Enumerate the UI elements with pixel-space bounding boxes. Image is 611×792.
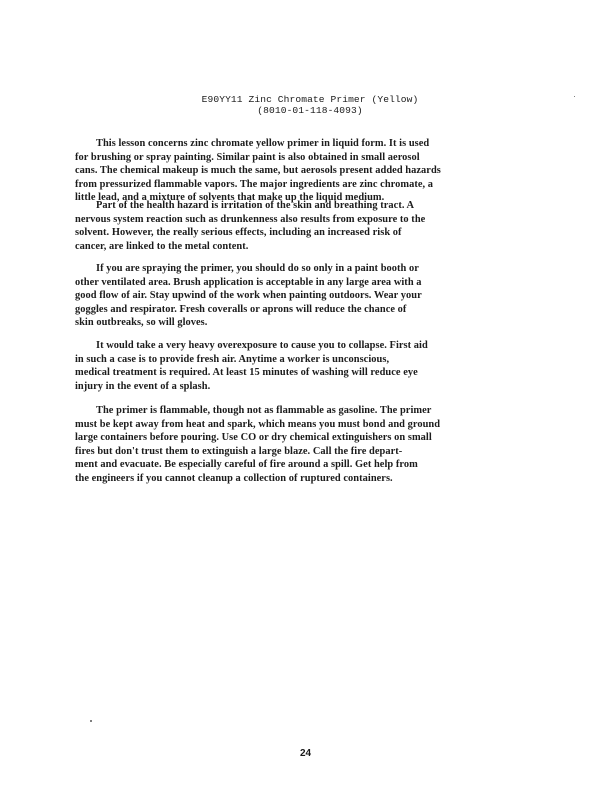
paragraph-health-hazard [75,199,575,253]
text-line: good flow of air. Stay upwind of the work when painting outdoors. Wear your [75,290,422,302]
text-line: goggles and respirator. Fresh coveralls or aprons will reduce the chance of [75,303,407,315]
text-line: little lead, and a mixture of solvents that make up the liquid medium. [75,192,385,204]
title-block [160,94,460,116]
page-number: 24 [299,748,312,759]
paragraph-protection [75,262,575,330]
document-subtitle: (8010-01-118-4093) [257,105,363,116]
paragraph-composition [75,137,575,205]
text-line: cancer, are linked to the metal content. [75,240,249,252]
scan-speck [574,96,575,97]
text-line: ment and evacuate. Be especially careful of fire around a spill. Get help from [75,459,418,471]
text-line: in such a case is to provide fresh air. Anytime a worker is unconscious, [75,353,390,365]
text-line: medical treatment is required. At least 15 minutes of washing will reduce eye [75,367,418,379]
text-line: fires but don't trust them to extinguish a large blaze. Call the fire depart- [75,445,403,457]
text-line: The primer is flammable, though not as flammable as gasoline. The primer [96,405,432,416]
text-line: Part of the health hazard is irritation of the skin and breathing tract. A [96,200,415,211]
text-line: must be kept away from heat and spark, which means you must bond and ground [75,418,441,430]
text-line: This lesson concerns zinc chromate yellow primer in liquid form. It is used [96,138,430,149]
document-title: E90YY11 Zinc Chromate Primer (Yellow) [201,94,419,105]
paragraph-fire-safety [75,404,575,486]
text-line: the engineers if you cannot cleanup a collection of ruptured containers. [75,472,393,484]
text-line: from pressurized flammable vapors. The major ingredients are zinc chromate, a [75,178,434,190]
text-line: It would take a very heavy overexposure to cause you to collapse. First aid [96,340,428,351]
text-line: injury in the event of a splash. [75,380,211,392]
text-line: nervous system reaction such as drunkenness also results from exposure to the [75,213,426,225]
text-line: for brushing or spray painting. Similar paint is also obtained in small aerosol [75,151,420,163]
scan-speck [90,720,92,722]
text-line: large containers before pouring. Use CO or dry chemical extinguishers on small [75,432,432,444]
text-line: other ventilated area. Brush application is acceptable in any large area with a [75,276,422,288]
text-line: If you are spraying the primer, you should do so only in a paint booth or [96,263,419,274]
text-line: cans. The chemical makeup is much the same, but aerosols present added hazards [75,165,441,177]
text-line: skin outbreaks, so will gloves. [75,317,208,329]
paragraph-first-aid [75,339,575,393]
text-line: solvent. However, the really serious effects, including an increased risk of [75,227,402,239]
